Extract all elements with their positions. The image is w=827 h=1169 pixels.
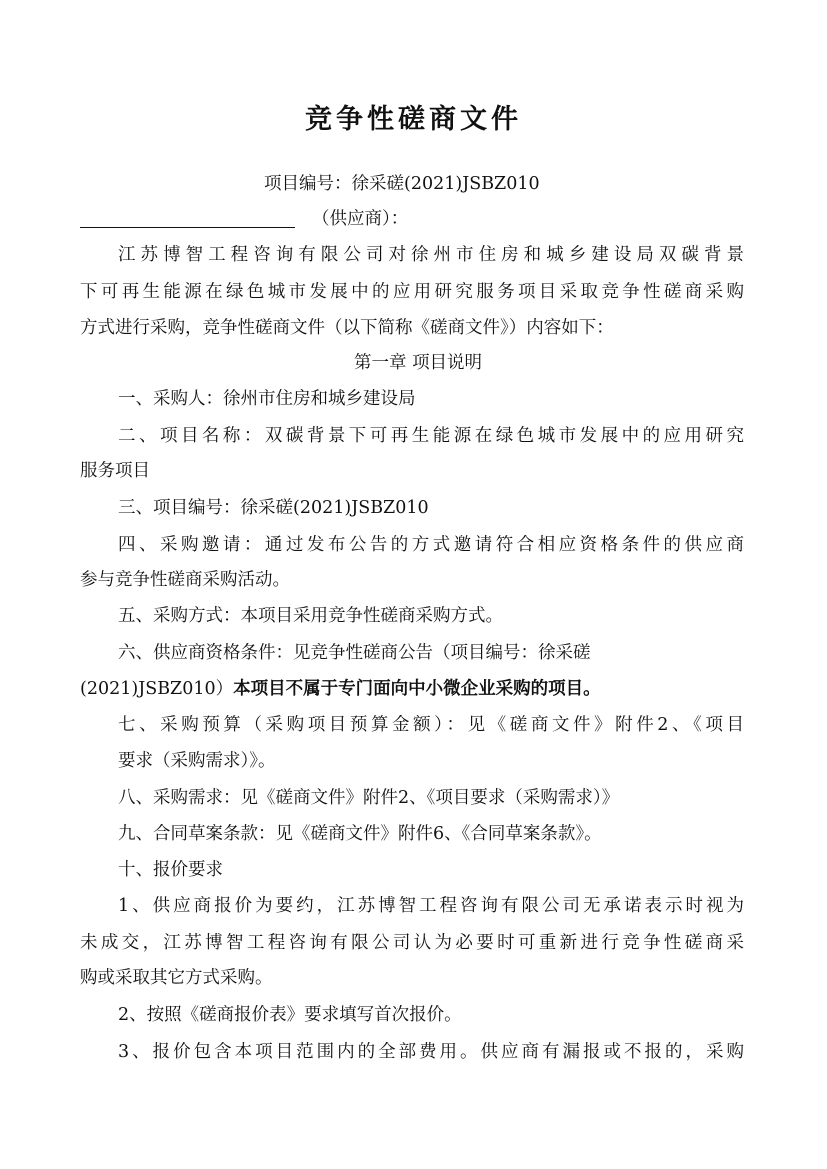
- intro-line-1: 江苏博智工程咨询有限公司对徐州市住房和城乡建设局双碳背景: [118, 245, 744, 265]
- item-purchaser: 一、采购人：徐州市住房和城乡建设局: [118, 389, 416, 409]
- supplier-name-blank: [80, 227, 295, 228]
- item-invitation-2: 参与竞争性磋商采购活动。: [80, 570, 290, 590]
- quote-point-1-line-3: 购或采取其它方式采购。: [80, 968, 273, 988]
- item-qualification-project-no: (2021)JSBZ010）: [80, 679, 234, 699]
- chapter-heading: 第一章 项目说明: [354, 353, 483, 373]
- item-quote-requirements: 十、报价要求: [118, 860, 223, 880]
- item-qualification-1: 六、供应商资格条件：见竞争性磋商公告（项目编号：徐采磋: [118, 643, 591, 663]
- item-budget-2: 要求（采购需求）》。: [118, 751, 276, 771]
- item-project-name-1: 二、项目名称：双碳背景下可再生能源在绿色城市发展中的应用研究: [118, 426, 744, 446]
- item-contract-draft: 九、合同草案条款：见《磋商文件》附件6、《合同草案条款》。: [118, 824, 602, 844]
- document-title: 竞争性磋商文件: [305, 104, 522, 135]
- item-invitation-1: 四、采购邀请：通过发布公告的方式邀请符合相应资格条件的供应商: [118, 535, 744, 555]
- project-number-header: 项目编号：徐采磋(2021)JSBZ010: [264, 174, 540, 194]
- supplier-label: （供应商）：: [312, 209, 409, 229]
- quote-point-3-line-1: 3、报价包含本项目范围内的全部费用。供应商有漏报或不报的，采购: [118, 1042, 744, 1062]
- item-project-name-2: 服务项目: [80, 461, 150, 481]
- quote-point-1-line-1: 1、供应商报价为要约，江苏博智工程咨询有限公司无承诺表示时视为: [118, 896, 744, 916]
- intro-line-3: 方式进行采购，竞争性磋商文件（以下简称《磋商文件》）内容如下：: [80, 318, 614, 338]
- item-project-number: 三、项目编号：徐采磋(2021)JSBZ010: [118, 498, 429, 518]
- item-requirements: 八、采购需求：见《磋商文件》附件2、《项目要求（采购需求）》: [118, 788, 620, 808]
- item-qualification-2: [80, 677, 601, 701]
- intro-line-2: 下可再生能源在绿色城市发展中的应用研究服务项目采取竞争性磋商采购: [80, 282, 744, 302]
- quote-point-1-line-2: 未成交，江苏博智工程咨询有限公司认为必要时可重新进行竞争性磋商采: [80, 933, 744, 953]
- item-procurement-method: 五、采购方式：本项目采用竞争性磋商采购方式。: [118, 606, 503, 626]
- item-qualification-sme-note: 本项目不属于专门面向中小微企业采购的项目。: [233, 679, 601, 699]
- quote-point-2: 2、按照《磋商报价表》要求填写首次报价。: [118, 1005, 462, 1025]
- item-budget-1: 七、采购预算（采购项目预算金额）：见《磋商文件》附件2、《项目: [118, 715, 744, 735]
